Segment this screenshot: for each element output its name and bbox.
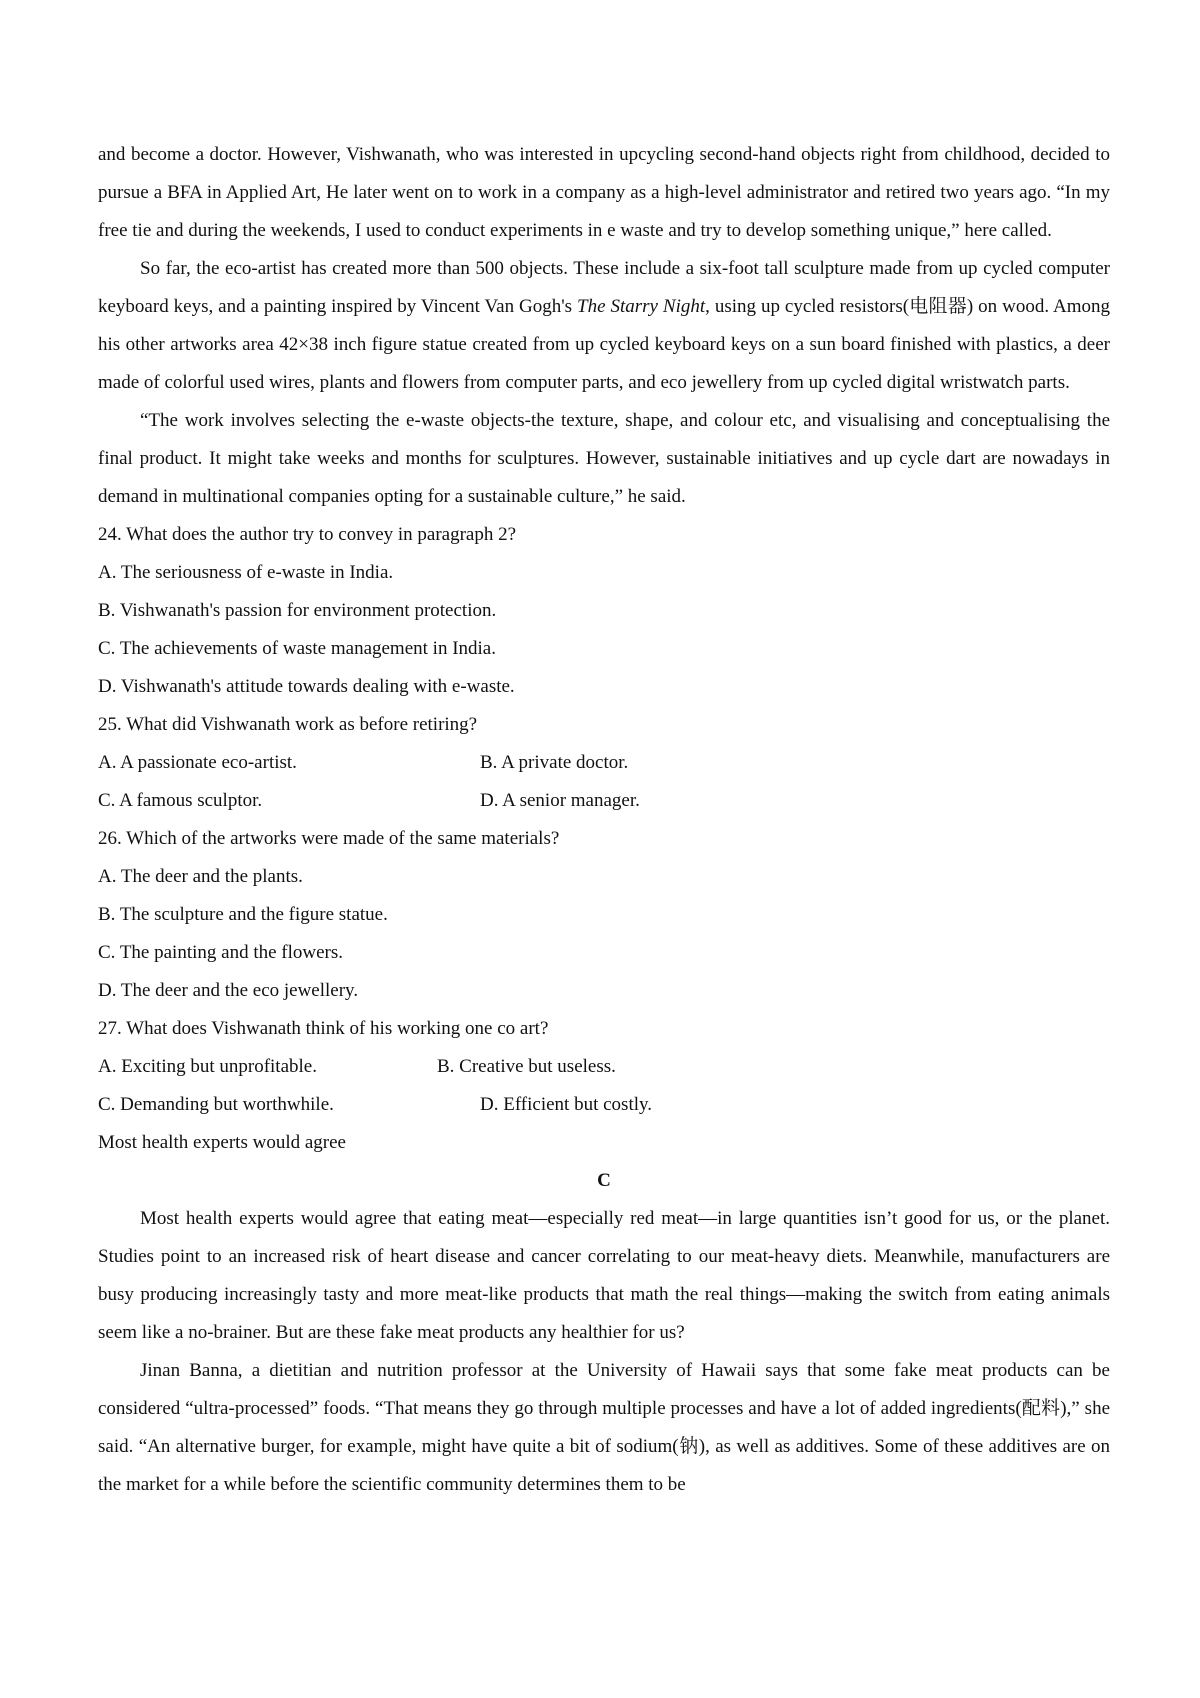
passage-b-paragraph-2-end: , using up cycled resistors(电阻器) on wood. Among his other artworks area 42×38 inch figure statue created from up cycled keyboard keys on a sun board finished with plastics, a deer made of colorful used wires, plants and flowers from computer parts, and eco jewellery from up cycled digital wristwatch parts. [98, 296, 1111, 393]
document-page [98, 136, 1110, 1504]
section-c-heading: C [597, 1170, 611, 1191]
passage-c-paragraph-1: Most health experts would agree that eating meat—especially red meat—in large quantities isn’t good for us, or the planet. Studies point to an increased risk of heart disease and cancer correlating to our meat-heavy diets. Meanwhile, manufacturers are busy producing increasingly tasty and more meat-like products that math the real things—making the switch from eating animals seem like a no-brainer. But are these fake meat products any healthier for us? [98, 1208, 1110, 1343]
question-25-option-d: D. A senior manager. [480, 790, 640, 811]
passage-c-paragraph-2: Jinan Banna, a dietitian and nutrition professor at the University of Hawaii says that some fake meat products can be considered “ultra-processed” foods. “That means they go through multiple processes and have a lot of added ingredients(配料),” she said. “An alternative burger, for example, might have quite a bit of sodium(钠), as well as additives. Some of these additives are on the market for a while before the scientific community determines them to be [98, 1360, 1110, 1495]
question-27-option-c: C. Demanding but worthwhile. [98, 1094, 334, 1115]
passage-b-paragraph-3: “The work involves selecting the e-waste objects-the texture, shape, and colour etc, and visualising and conceptualising the final product. It might take weeks and months for sculptures. However, sustainable initiatives and up cycle dart are nowadays in demand in multinational companies opting for a sustainable culture,” he said. [98, 410, 1110, 507]
question-26-stem: 26. Which of the artworks were made of the same materials? [98, 828, 560, 849]
question-27-options-row-2 [98, 1086, 1110, 1124]
question-27-option-d: D. Efficient but costly. [480, 1094, 653, 1115]
question-25-stem: 25. What did Vishwanath work as before retiring? [98, 714, 478, 735]
passage-b-paragraph-1: and become a doctor. However, Vishwanath, who was interested in upcycling second-hand objects right from childhood, decided to pursue a BFA in Applied Art, He later went on to work in a company as a high-level administrator and retired two years ago. “In my free tie and during the weekends, I used to conduct experiments in e waste and try to develop something unique,” here called. [98, 144, 1110, 241]
question-27-stem: 27. What does Vishwanath think of his working one co art? [98, 1018, 549, 1039]
question-26-option-d: D. The deer and the eco jewellery. [98, 980, 359, 1001]
question-25-options-row-2 [98, 782, 1110, 820]
question-25-options-row-1 [98, 744, 1110, 782]
stray-text-line: Most health experts would agree [98, 1132, 346, 1153]
question-24-option-d: D. Vishwanath's attitude towards dealing with e-waste. [98, 676, 515, 697]
question-25-option-c: C. A famous sculptor. [98, 790, 263, 811]
question-26-option-b: B. The sculpture and the figure statue. [98, 904, 388, 925]
question-27-option-a: A. Exciting but unprofitable. [98, 1056, 317, 1077]
question-24-option-c: C. The achievements of waste management in India. [98, 638, 496, 659]
artwork-title: The Starry Night [577, 296, 706, 317]
question-27-options-row-1 [98, 1048, 1110, 1086]
question-24-stem: 24. What does the author try to convey in paragraph 2? [98, 524, 517, 545]
question-27-option-b: B. Creative but useless. [437, 1056, 616, 1077]
question-25-option-a: A. A passionate eco-artist. [98, 752, 297, 773]
question-24-option-b: B. Vishwanath's passion for environment protection. [98, 600, 497, 621]
question-26-option-a: A. The deer and the plants. [98, 866, 303, 887]
question-26-option-c: C. The painting and the flowers. [98, 942, 344, 963]
question-24-option-a: A. The seriousness of e-waste in India. [98, 562, 394, 583]
passage-b-paragraph-2-start: So far, the eco-artist has created more than 500 objects. These include a six-foot tall sculpture made from up cycled computer keyboard keys, and a painting inspired by Vincent Van Gogh's [98, 258, 1110, 317]
passage-b-paragraph-2 [98, 250, 1110, 402]
question-25-option-b: B. A private doctor. [480, 752, 629, 773]
